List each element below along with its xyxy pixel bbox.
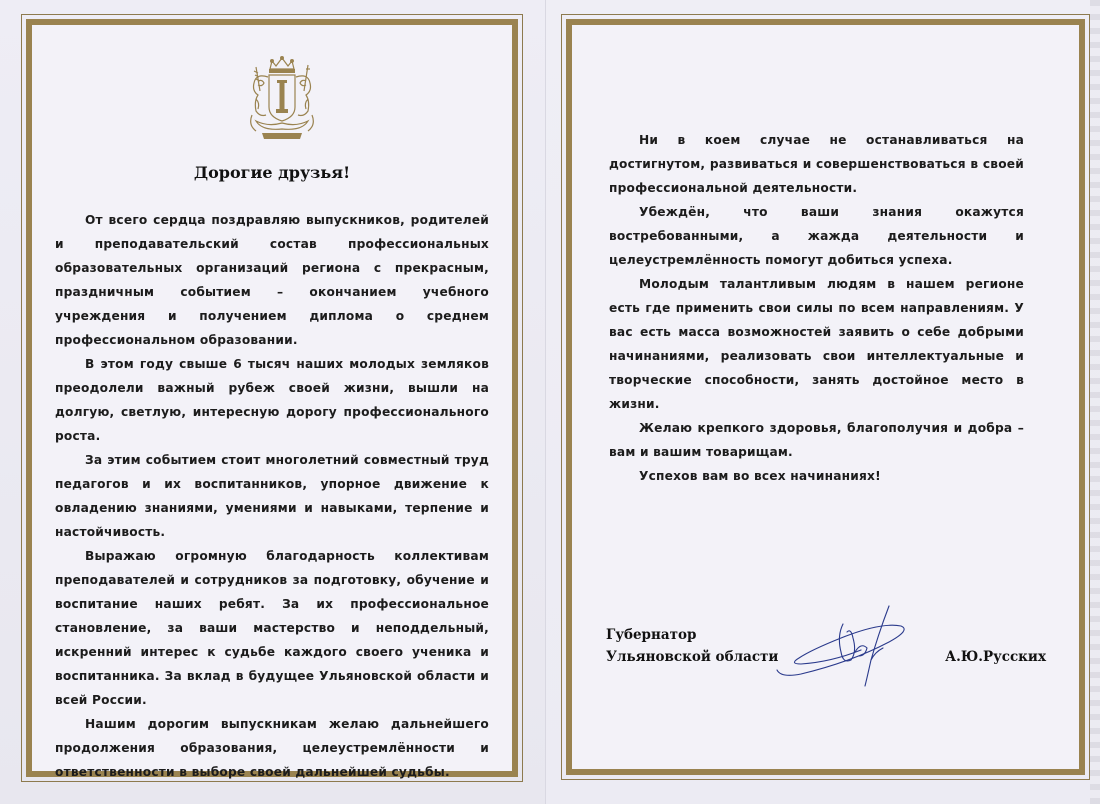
paragraph: Нашим дорогим выпускникам желаю дальнейшего продолжения образования, целеустремлённости и ответственности в выборе своей дальнейшей судьбы. — [55, 717, 489, 779]
paragraph: Ни в коем случае не останавливаться на достигнутом, развиваться и совершенствоваться в своей профессиональной деятельности. — [609, 133, 1024, 195]
greeting-heading: Дорогие друзья! — [193, 163, 351, 182]
paragraph: Молодым талантливым людям в нашем регионе есть где применить свои силы по всем направлениям. У вас есть масса возможностей заявить о себе добрыми начинаниями, реализовать свои интеллектуальные и творческие способности, занять достойное место в жизни. — [609, 277, 1024, 411]
left-page-frame — [21, 14, 523, 782]
signatory-name: А.Ю.Русских — [945, 649, 1046, 665]
page-edge — [1090, 0, 1100, 804]
left-page — [22, 15, 522, 781]
right-page — [562, 15, 1089, 779]
left-page-body — [55, 208, 489, 784]
coat-of-arms-icon — [242, 55, 322, 145]
paragraph: В этом году свыше 6 тысяч наших молодых земляков преодолели важный рубеж своей жизни, вышли на долгую, светлую, интересную дорогу профессионального роста. — [55, 357, 489, 443]
right-page-frame — [561, 14, 1090, 780]
fold-line — [545, 0, 546, 804]
signatory-title-line2: Ульяновской области — [606, 649, 779, 665]
paragraph: За этим событием стоит многолетний совместный труд педагогов и их воспитанников, упорное движение к овладению знаниями, умениями и навыками, терпение и настойчивость. — [55, 453, 489, 539]
paragraph: Выражаю огромную благодарность коллективам преподавателей и сотрудников за подготовку, обучение и воспитание наших ребят. За их профессиональное становление, за ваши мастерство и неподдельный, искренний интерес к судьбе каждого своего ученика и воспитанника. За вклад в будущее Ульяновской области и всей России. — [55, 549, 489, 707]
handwritten-signature-icon — [771, 602, 941, 690]
signature-block — [606, 624, 1046, 704]
right-page-body — [609, 128, 1024, 488]
paragraph: Убеждён, что ваши знания окажутся востребованными, а жажда деятельности и целеустремлённость помогут добиться успеха. — [609, 205, 1024, 267]
paragraph: Успехов вам во всех начинаниях! — [639, 469, 881, 483]
paragraph: От всего сердца поздравляю выпускников, родителей и преподавательский состав профессиональных образовательных организаций региона с прекрасным, праздничным событием – окончанием учебного учреждения и получением диплома о среднем профессиональном образовании. — [55, 213, 489, 347]
signatory-title-line1: Губернатор — [606, 627, 697, 643]
paragraph: Желаю крепкого здоровья, благополучия и добра – вам и вашим товарищам. — [609, 421, 1024, 459]
